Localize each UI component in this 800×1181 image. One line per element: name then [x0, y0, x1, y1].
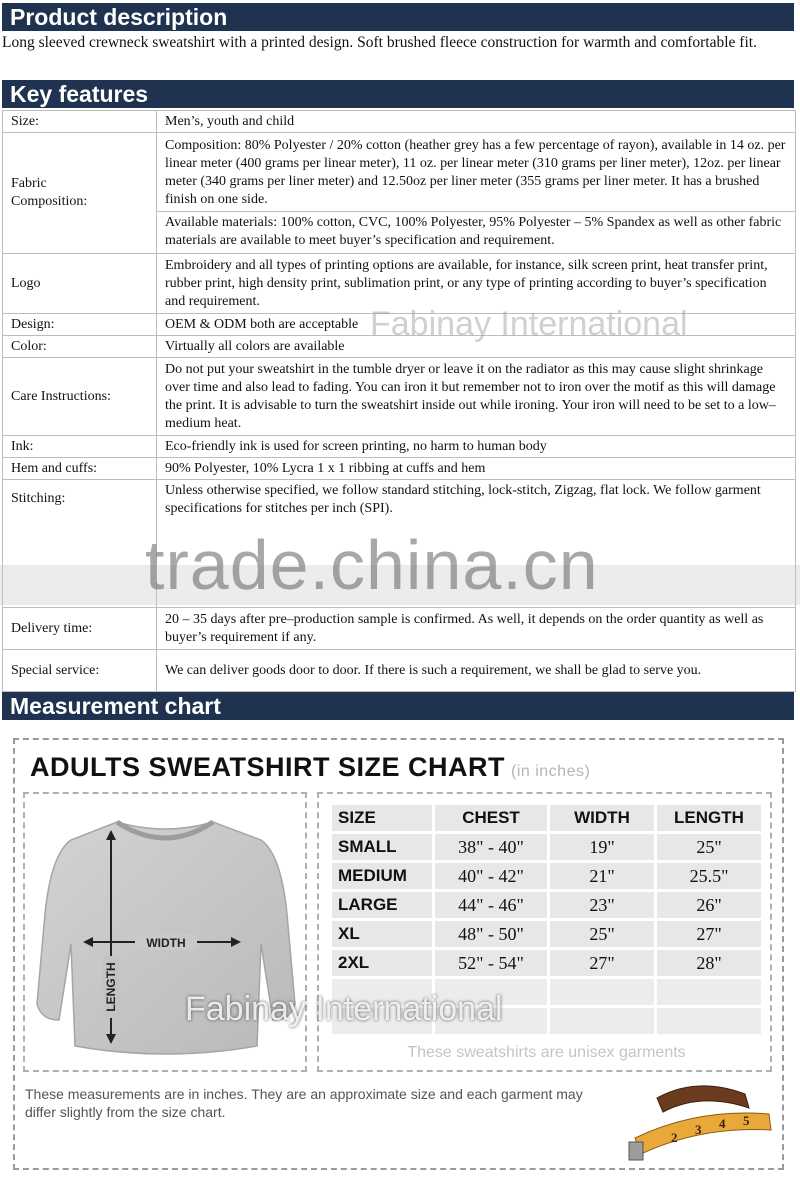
- fabric-composition-text: Composition: 80% Polyester / 20% cotton (heather grey has a few percentage of rayon), available in 14 oz. per linear meter (400 grams per linear meter), 11 oz. per linear meter (310 grams per liner meter), 12oz. per linear meter (340 grams per liner meter) and 12.50oz per liner meter (355 grams per liner meter. It has a brushed finish on one side.: [165, 137, 786, 207]
- length-cell: 28": [657, 950, 761, 976]
- size-row-xl: [332, 921, 761, 947]
- feature-row-special: [3, 650, 796, 692]
- feature-row-logo: [3, 254, 796, 314]
- feature-row-hem: [3, 458, 796, 480]
- length-cell: 25.5": [657, 863, 761, 889]
- size-cell: LARGE: [332, 892, 432, 918]
- feature-row-fabric: [3, 133, 796, 254]
- chest-cell: 52" - 54": [435, 950, 547, 976]
- feature-value: Unless otherwise specified, we follow standard stitching, lock-stitch, Zigzag, flat lock. We follow garment specifications for stitches per inch (SPI).: [157, 480, 796, 608]
- feature-value: OEM & ODM both are acceptable: [157, 314, 796, 336]
- feature-label: Care Instructions:: [3, 358, 157, 436]
- width-label: WIDTH: [146, 936, 186, 950]
- size-row-medium: [332, 863, 761, 889]
- size-table-header-row: [332, 805, 761, 831]
- width-cell: 25": [550, 921, 654, 947]
- size-cell: SMALL: [332, 834, 432, 860]
- size-chart-unit: (in inches): [510, 763, 591, 780]
- size-chart-footnote: These measurements are in inches. They are an approximate size and each garment may differ slightly from the size chart.: [25, 1086, 583, 1120]
- chest-cell: 48" - 50": [435, 921, 547, 947]
- feature-label: Ink:: [3, 436, 157, 458]
- feature-value: Virtually all colors are available: [157, 336, 796, 358]
- feature-value: 20 – 35 days after pre–production sample is confirmed. As well, it depends on the order quantity as well as buyer’s requirement if any.: [157, 608, 796, 650]
- feature-row-size: [3, 111, 796, 133]
- length-cell: 27": [657, 921, 761, 947]
- feature-label: Color:: [3, 336, 157, 358]
- chest-cell: 38" - 40": [435, 834, 547, 860]
- feature-row-care: [3, 358, 796, 436]
- tape-digit: 4: [719, 1116, 726, 1131]
- feature-value: Eco-friendly ink is used for screen printing, no harm to human body: [157, 436, 796, 458]
- feature-value: We can deliver goods door to door. If there is such a requirement, we shall be glad to serve you.: [157, 650, 796, 692]
- tape-measure-icon: [627, 1078, 777, 1168]
- feature-row-color: [3, 336, 796, 358]
- size-cell: XL: [332, 921, 432, 947]
- feature-value: Do not put your sweatshirt in the tumble dryer or leave it on the radiator as this may cause slight shrinkage over time and also lead to fading. You can iron it but remember not to iron over the motif as this will damage the print. It is advisable to turn the sweatshirt inside out while ironing. Your iron will need to be set to a low–medium heat.: [157, 358, 796, 436]
- size-row-2xl: [332, 950, 761, 976]
- fabric-label-line1: Fabric: [11, 176, 47, 191]
- size-header: SIZE: [332, 805, 432, 831]
- measurement-chart-header: Measurement chart: [2, 692, 794, 720]
- tape-digit: 2: [671, 1130, 678, 1145]
- width-cell: 27": [550, 950, 654, 976]
- feature-label: Size:: [3, 111, 157, 133]
- size-cell: 2XL: [332, 950, 432, 976]
- size-table-frame: [317, 792, 772, 1072]
- size-cell: MEDIUM: [332, 863, 432, 889]
- feature-row-delivery: [3, 608, 796, 650]
- feature-value: Embroidery and all types of printing options are available, for instance, silk screen print, heat transfer print, rubber print, high density print, sublimation print, or any type of printing according to buyer’s specification and requirement.: [157, 254, 796, 314]
- size-chart-title-text: ADULTS SWEATSHIRT SIZE CHART: [30, 752, 505, 782]
- width-cell: 19": [550, 834, 654, 860]
- feature-label: Logo: [3, 254, 157, 314]
- tape-hook: [629, 1142, 643, 1160]
- chest-header: CHEST: [435, 805, 547, 831]
- watermark-band: [0, 565, 800, 605]
- company-watermark-bottom: Fabinay International: [185, 990, 503, 1028]
- size-row-large: [332, 892, 761, 918]
- length-header: LENGTH: [657, 805, 761, 831]
- unisex-note: These sweatshirts are unisex garments: [407, 1044, 686, 1061]
- size-chart-title: [30, 752, 590, 783]
- feature-value: Men’s, youth and child: [157, 111, 796, 133]
- key-features-header: Key features: [2, 80, 794, 108]
- chest-cell: 44" - 46": [435, 892, 547, 918]
- size-chart-panel: [13, 738, 784, 1170]
- chest-cell: 40" - 42": [435, 863, 547, 889]
- fabric-materials-text: Available materials: 100% cotton, CVC, 100% Polyester, 95% Polyester – 5% Spandex as well as other fabric materials are available to meet buyer’s specification and requirement.: [157, 211, 795, 250]
- length-label: LENGTH: [104, 962, 118, 1012]
- feature-label: Design:: [3, 314, 157, 336]
- length-cell: 25": [657, 834, 761, 860]
- tape-digit: 3: [695, 1122, 702, 1137]
- trade-china-watermark: trade.china.cn: [145, 526, 599, 604]
- size-row-small: [332, 834, 761, 860]
- feature-value: 90% Polyester, 10% Lycra 1 x 1 ribbing at cuffs and hem: [157, 458, 796, 480]
- feature-label: [3, 133, 157, 254]
- width-header: WIDTH: [550, 805, 654, 831]
- feature-value: [157, 133, 796, 254]
- size-table: [329, 802, 764, 1037]
- size-row-empty: [332, 1008, 761, 1034]
- company-watermark-top: Fabinay International: [370, 305, 688, 343]
- tape-strip: [635, 1113, 771, 1154]
- sweatshirt-illustration: [25, 794, 305, 1070]
- tape-digit: 5: [743, 1113, 750, 1128]
- feature-row-ink: [3, 436, 796, 458]
- feature-row-design: [3, 314, 796, 336]
- product-description-text: Long sleeved crewneck sweatshirt with a printed design. Soft brushed fleece construction for warmth and comfortable fit.: [2, 34, 757, 51]
- size-row-empty: [332, 979, 761, 1005]
- feature-label: Delivery time:: [3, 608, 157, 650]
- tape-roll: [657, 1086, 749, 1112]
- feature-label: Hem and cuffs:: [3, 458, 157, 480]
- sweatshirt-photo-frame: [23, 792, 307, 1072]
- fabric-label-line2: Composition:: [11, 194, 88, 209]
- width-cell: 23": [550, 892, 654, 918]
- length-cell: 26": [657, 892, 761, 918]
- width-cell: 21": [550, 863, 654, 889]
- product-description-header: Product description: [2, 3, 794, 31]
- feature-label: Special service:: [3, 650, 157, 692]
- feature-label: Stitching:: [3, 480, 157, 608]
